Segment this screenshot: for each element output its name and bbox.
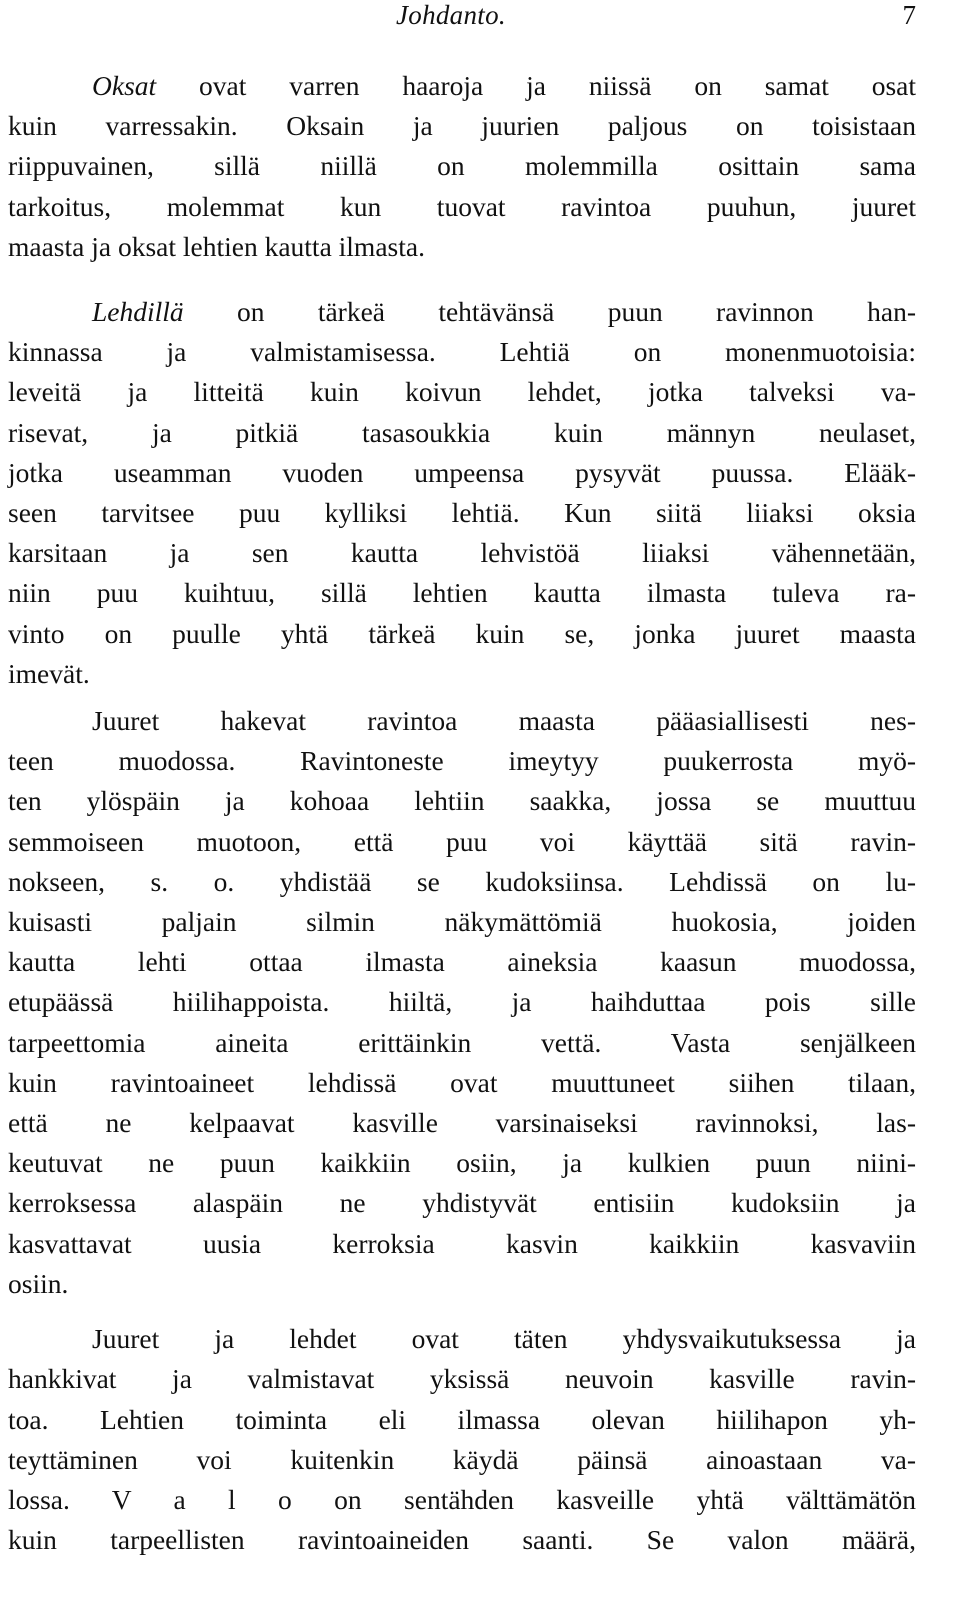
text-line: risevat, ja pitkiä tasasoukkia kuin männyn neulaset, [8, 416, 916, 448]
text-line: semmoiseen muotoon, että puu voi käyttää sitä ravin- [8, 825, 916, 857]
text-line: hankkivat ja valmistavat yksissä neuvoin kasville ravin- [8, 1363, 916, 1395]
text-line: Juuret hakevat ravintoa maasta pääasiallisesti nes- [92, 705, 916, 737]
text-line: ten ylöspäin ja kohoaa lehtiin saakka, jossa se muuttuu [8, 785, 916, 817]
text-line: teen muodossa. Ravintoneste imeytyy puukerrosta myö- [8, 745, 916, 777]
text-line: keutuvat ne puun kaikkiin osiin, ja kulkien puun niini- [8, 1147, 916, 1179]
text-line: tarkoitus, molemmat kun tuovat ravintoa puuhun, juuret [8, 190, 916, 222]
text-line: kerroksessa alaspäin ne yhdistyvät entisiin kudoksiin ja [8, 1187, 916, 1219]
text-line: toa. Lehtien toiminta eli ilmassa olevan hiilihapon yh- [8, 1403, 916, 1435]
text-line: että ne kelpaavat kasville varsinaiseksi ravinnoksi, las- [8, 1107, 916, 1139]
text-line: niin puu kuihtuu, sillä lehtien kautta ilmasta tuleva ra- [8, 577, 916, 609]
text-line: imevät. [8, 657, 90, 689]
running-title: Johdanto. [396, 0, 506, 30]
paragraph-juuret-ravinto [8, 701, 916, 1304]
text-line: kuin ravintoaineet lehdissä ovat muuttuneet siihen tilaan, [8, 1066, 916, 1098]
paragraph-lehdilla [8, 292, 916, 694]
text-line: vinto on puulle yhtä tärkeä kuin se, jonka juuret maasta [8, 617, 916, 649]
text-line: teyttäminen voi kuitenkin käydä päinsä ainoastaan va- [8, 1443, 916, 1475]
page-number: 7 [902, 0, 916, 30]
emphasis-term: Oksat [92, 70, 157, 101]
text-line: Juuret ja lehdet ovat täten yhdysvaikutuksessa ja [92, 1323, 916, 1355]
text-line: kautta lehti ottaa ilmasta aineksia kaasun muodossa, [8, 946, 916, 978]
text-line: maasta ja oksat lehtien kautta ilmasta. [8, 230, 425, 262]
text-line: kuin tarpeellisten ravintoaineiden saanti. Se valon määrä, [8, 1524, 916, 1556]
text-line: kasvattavat uusia kerroksia kasvin kaikkiin kasvaviin [8, 1227, 916, 1259]
body-text [8, 66, 916, 1560]
text-line: karsitaan ja sen kautta lehvistöä liiaksi vähennetään, [8, 537, 916, 569]
text-line: riippuvainen, sillä niillä on molemmilla osittain sama [8, 150, 916, 182]
emphasis-term: Lehdillä [92, 296, 184, 328]
text-line: kuin varressakin. Oksain ja juurien paljous on toisistaan [8, 110, 916, 142]
text-line: Oksat ovat varren haaroja ja niissä on samat osat [92, 70, 916, 101]
text-line: jotka useamman vuoden umpeensa pysyvät puussa. Elääk- [8, 456, 916, 488]
text-line: tarpeettomia aineita erittäinkin vettä. Vasta senjälkeen [8, 1026, 916, 1058]
paragraph-yhdysvaikutus [8, 1319, 916, 1560]
page-header [8, 0, 916, 34]
text-line: osiin. [8, 1267, 69, 1299]
paragraph-oksat [8, 66, 916, 267]
text-line: seen tarvitsee puu kylliksi lehtiä. Kun siitä liiaksi oksia [8, 497, 916, 529]
text-line: kinnassa ja valmistamisessa. Lehtiä on monenmuotoisia: [8, 336, 916, 368]
text-line: kuisasti paljain silmin näkymättömiä huokosia, joiden [8, 906, 916, 938]
text-line: Lehdillä on tärkeä tehtävänsä puun ravinnon han- [92, 296, 916, 328]
text-line: nokseen, s. o. yhdistää se kudoksiinsa. Lehdissä on lu- [8, 865, 916, 897]
text-line: etupäässä hiilihappoista. hiiltä, ja haihduttaa pois sille [8, 986, 916, 1018]
text-line: lossa. V a l o on sentähden kasveille yhtä välttämätön [8, 1483, 916, 1515]
text-line: leveitä ja litteitä kuin koivun lehdet, jotka talveksi va- [8, 376, 916, 408]
